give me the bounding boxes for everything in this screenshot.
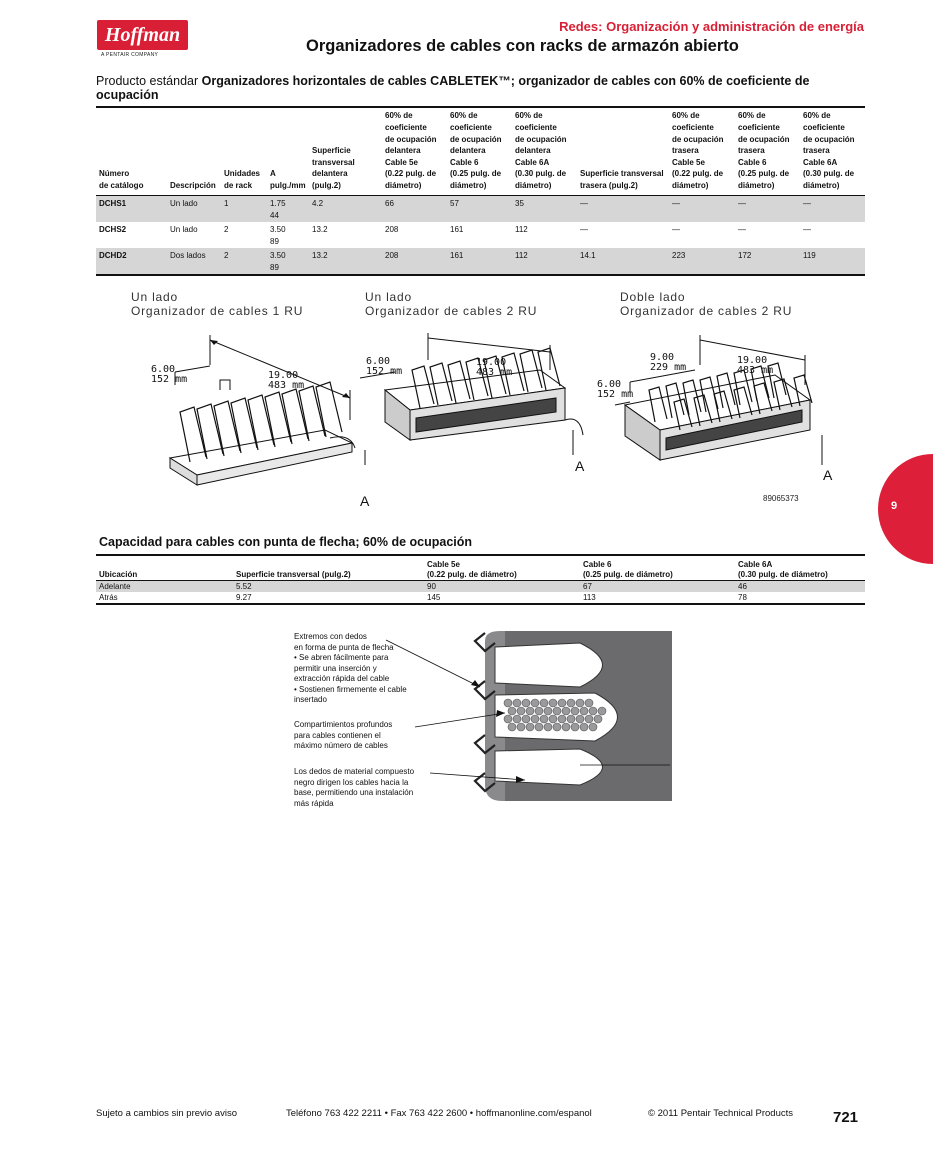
text-line: 60% de xyxy=(738,111,766,121)
rear-area-cell: — xyxy=(580,224,588,234)
capacity-table xyxy=(96,554,865,605)
text-line: coeficiente xyxy=(738,122,780,132)
text-line: (0.30 pulg. de diámetro) xyxy=(738,569,828,579)
page-number: 721 xyxy=(833,1109,859,1126)
header-description xyxy=(167,107,221,195)
diagram-3-line1: Doble lado xyxy=(620,290,686,304)
header-cable-5e xyxy=(424,555,580,580)
front-5e-cell: 66 xyxy=(382,195,447,222)
front-5e-cell: 208 xyxy=(385,224,399,234)
diagram-1-depth xyxy=(151,365,187,385)
text-line: (0.22 pulg. de xyxy=(672,169,724,179)
header-front-6a xyxy=(512,107,577,195)
front-6a-cell: 112 xyxy=(512,248,577,275)
header-rear-6a xyxy=(800,107,865,195)
text-line: (0.30 pulg. de xyxy=(803,169,855,179)
table-row xyxy=(96,195,865,222)
units-cell: 2 xyxy=(224,224,229,234)
header-front-5e xyxy=(382,107,447,195)
text-line: de ocupación xyxy=(450,134,502,144)
text-line: de ocupación xyxy=(672,134,724,144)
text-line: para cables contienen el xyxy=(294,730,381,740)
a-mm: 89 xyxy=(270,262,279,272)
text-line: Cable 5e xyxy=(427,559,460,569)
a-in: 3.50 xyxy=(270,250,286,260)
diagram-3-depth xyxy=(597,380,633,400)
width-mm: 483 mm xyxy=(476,367,513,378)
text-line: de catálogo xyxy=(99,180,144,190)
width-mm: 483 mm xyxy=(268,380,305,391)
header-cable-6a xyxy=(735,555,865,580)
header-location xyxy=(96,555,233,580)
catalog-cell: DCHS1 xyxy=(96,195,167,222)
text-line: Unidades xyxy=(224,169,261,179)
text-line: Cable 6 xyxy=(450,157,479,167)
text-line: (0.22 pulg. de diámetro) xyxy=(427,569,517,579)
diagram-1-width xyxy=(268,371,304,391)
front-area-cell: 4.2 xyxy=(309,195,382,222)
diagram-2-label xyxy=(365,290,537,318)
a-cell xyxy=(267,195,309,222)
text-line: Compartimientos profundos xyxy=(294,720,393,729)
text-line: más rápida xyxy=(294,798,334,808)
description-cell: Un lado xyxy=(167,195,221,222)
chapter-number: 9 xyxy=(891,500,898,512)
width-mm: 483 mm xyxy=(737,365,774,376)
header-a xyxy=(267,107,309,195)
text-line: Número xyxy=(99,169,130,179)
front-6-cell: 161 xyxy=(450,224,464,234)
rear-6a-cell: — xyxy=(800,195,865,222)
units-cell: 1 xyxy=(221,195,267,222)
depth-mm: 152 mm xyxy=(151,374,188,385)
units-cell: 2 xyxy=(221,248,267,275)
text-line: 60% de xyxy=(672,111,700,121)
front-6-cell: 57 xyxy=(447,195,512,222)
footer-contact: Teléfono 763 422 2211 • Fax 763 422 2600 • hoffmanonline.com/espanol xyxy=(286,1108,592,1119)
text-line: Superficie transversal (pulg.2) xyxy=(236,569,351,579)
diagram-2-line1: Un lado xyxy=(365,290,412,304)
footer-disclaimer: Sujeto a cambios sin previo aviso xyxy=(96,1108,237,1119)
subtitle-prefix: Producto estándar xyxy=(96,74,199,88)
text-line: Descripción xyxy=(170,180,216,190)
a-mm: 89 xyxy=(270,236,279,246)
header-catalog xyxy=(96,107,167,195)
text-line: Cable 5e xyxy=(385,157,418,167)
description-cell: Dos lados xyxy=(167,248,221,275)
diagram-1-line1: Un lado xyxy=(131,290,178,304)
text-line: delantera xyxy=(515,146,551,156)
front-area-cell: 13.2 xyxy=(309,248,382,275)
front-area-cell: 13.2 xyxy=(312,224,328,234)
text-line: máximo número de cables xyxy=(294,741,388,750)
text-line: Cable 6 xyxy=(738,157,767,167)
text-line: diámetro) xyxy=(803,180,840,190)
area-cell: 5.52 xyxy=(233,580,424,592)
width-in: 19.00 xyxy=(476,357,507,368)
location-cell: Adelante xyxy=(96,580,233,592)
header-front-area xyxy=(309,107,382,195)
cable-manager-1ru-drawing xyxy=(120,330,370,515)
text-line: de ocupación xyxy=(515,134,567,144)
text-line: A xyxy=(270,169,276,179)
text-line: coeficiente xyxy=(385,122,427,132)
footer-copyright: © 2011 Pentair Technical Products xyxy=(648,1108,794,1119)
text-line: (pulg.2) xyxy=(312,180,341,190)
text-line: Cable 6 xyxy=(583,559,612,569)
text-line: transversal xyxy=(312,157,355,167)
rear-6-cell: 172 xyxy=(735,248,800,275)
text-line: delantera xyxy=(450,146,486,156)
section-title: Redes: Organización y administración de energía xyxy=(559,19,864,34)
table-row xyxy=(96,248,865,275)
rear-area-cell: — xyxy=(577,195,669,222)
diagram-3-depth2 xyxy=(650,353,686,373)
depth-in: 6.00 xyxy=(151,364,176,375)
text-line: • Se abren fácilmente para xyxy=(294,653,389,662)
text-line: diámetro) xyxy=(385,180,422,190)
text-line: diámetro) xyxy=(450,180,487,190)
header-rear-5e xyxy=(669,107,735,195)
text-line: (0.25 pulg. de xyxy=(450,169,502,179)
text-line: de ocupación xyxy=(803,134,855,144)
text-line: Superficie xyxy=(312,146,351,156)
width-in: 19.00 xyxy=(737,355,768,366)
rear-5e-cell: — xyxy=(669,195,735,222)
diagram-3-line2: Organizador de cables 2 RU xyxy=(620,304,793,318)
rear-6-cell: — xyxy=(738,224,746,234)
header-area xyxy=(233,555,424,580)
text-line: de ocupación xyxy=(738,134,790,144)
table-row xyxy=(96,580,865,592)
depth-mm: 152 mm xyxy=(597,389,634,400)
depth-in: 6.00 xyxy=(366,356,391,367)
diagram-2-line2: Organizador de cables 2 RU xyxy=(365,304,538,318)
cable-5e-cell: 145 xyxy=(427,592,441,602)
cable-6a-cell: 78 xyxy=(738,592,747,602)
text-line: pulg./mm xyxy=(270,180,306,190)
rear-area-cell: 14.1 xyxy=(577,248,669,275)
diagram-1-line2: Organizador de cables 1 RU xyxy=(131,304,304,318)
text-line: insertado xyxy=(294,695,327,704)
diagram-2-dimension-a: A xyxy=(575,458,585,474)
diagram-3-dimension-a: A xyxy=(823,467,833,483)
diagram-1-dimension-a: A xyxy=(360,493,370,509)
header-rear-area xyxy=(577,107,669,195)
logo-subtitle: A PENTAIR COMPANY xyxy=(101,52,159,58)
a-cell xyxy=(267,248,309,275)
description-cell: Un lado xyxy=(170,224,198,234)
text-line: de ocupación xyxy=(385,134,437,144)
cable-6a-cell: 46 xyxy=(735,580,865,592)
text-line: 60% de xyxy=(803,111,831,121)
cable-6-cell: 67 xyxy=(580,580,735,592)
header-front-6 xyxy=(447,107,512,195)
diagram-2-width xyxy=(476,358,512,378)
header-rear-6 xyxy=(735,107,800,195)
cable-5e-cell: 90 xyxy=(424,580,580,592)
text-line: Cable 5e xyxy=(672,157,705,167)
front-6a-cell: 35 xyxy=(512,195,577,222)
text-line: 60% de xyxy=(515,111,543,121)
diagram-3-width xyxy=(737,356,773,376)
diagram-2-depth xyxy=(366,357,402,377)
a-cell xyxy=(267,222,309,248)
text-line: • Sostienen firmemente el cable xyxy=(294,684,407,694)
cable-6-cell: 113 xyxy=(583,592,596,602)
text-line: en forma de punta de flecha xyxy=(294,642,394,652)
a-mm: 44 xyxy=(270,210,279,220)
rear-5e-cell: 223 xyxy=(669,248,735,275)
rear-6a-cell: 119 xyxy=(800,248,865,275)
front-5e-cell: 208 xyxy=(382,248,447,275)
front-6-cell: 161 xyxy=(447,248,512,275)
product-subtitle xyxy=(96,74,856,102)
text-line: base, permitiendo una instalación xyxy=(294,788,414,797)
callout-composite-fingers xyxy=(294,767,444,809)
rear-6-cell: — xyxy=(735,195,800,222)
cable-manager-2ru-drawing xyxy=(350,330,590,490)
text-line: negro dirigen los cables hacia la xyxy=(294,777,409,787)
header-units xyxy=(221,107,267,195)
text-line: trasera xyxy=(803,146,830,156)
text-line: delantera xyxy=(312,169,348,179)
text-line: Cable 6A xyxy=(515,157,550,167)
text-line: 60% de xyxy=(385,111,413,121)
text-line: Extremos con dedos xyxy=(294,632,367,641)
subtitle-bold: Organizadores horizontales de cables CABLETEK™; organizador de cables con 60% de coeficiente de ocupación xyxy=(96,74,810,102)
depth2-mm: 229 mm xyxy=(650,362,687,373)
hoffman-logo: Hoffman xyxy=(97,20,188,50)
text-line: coeficiente xyxy=(803,122,845,132)
text-line: permitir una inserción y xyxy=(294,663,377,673)
text-line: coeficiente xyxy=(450,122,492,132)
text-line: trasera (pulg.2) xyxy=(580,180,638,190)
front-6a-cell: 112 xyxy=(515,224,528,234)
text-line: diámetro) xyxy=(515,180,552,190)
a-in: 3.50 xyxy=(270,224,286,234)
callout-arrow-fingers xyxy=(294,632,444,706)
text-line: Los dedos de material compuesto xyxy=(294,767,415,776)
text-line: Ubicación xyxy=(99,569,138,579)
text-line: (0.22 pulg. de xyxy=(385,169,437,179)
width-in: 19.00 xyxy=(268,370,299,381)
text-line: coeficiente xyxy=(515,122,557,132)
table-row xyxy=(96,592,865,604)
catalog-cell: DCHS2 xyxy=(99,224,127,234)
text-line: diámetro) xyxy=(738,180,775,190)
chapter-tab xyxy=(878,454,933,564)
text-line: de rack xyxy=(224,180,253,190)
text-line: (0.25 pulg. de xyxy=(738,169,790,179)
text-line: extracción rápida del cable xyxy=(294,674,390,683)
cable-manager-double-2ru-drawing xyxy=(600,330,840,500)
text-line: Superficie transversal xyxy=(580,169,664,179)
text-line: Cable 6A xyxy=(803,157,838,167)
text-line: delantera xyxy=(385,146,421,156)
diagram-3-label xyxy=(620,290,792,318)
diagram-1-label xyxy=(131,290,303,318)
text-line: trasera xyxy=(738,146,765,156)
a-in: 1.75 xyxy=(270,198,286,208)
text-line: (0.30 pulg. de xyxy=(515,169,567,179)
text-line: diámetro) xyxy=(672,180,709,190)
text-line: (0.25 pulg. de diámetro) xyxy=(583,569,673,579)
depth2-in: 9.00 xyxy=(650,352,675,363)
text-line: 60% de xyxy=(450,111,478,121)
depth-in: 6.00 xyxy=(597,379,622,390)
depth-mm: 152 mm xyxy=(366,366,403,377)
rear-5e-cell: — xyxy=(672,224,680,234)
text-line: trasera xyxy=(672,146,699,156)
header-cable-6 xyxy=(580,555,735,580)
page-title: Organizadores de cables con racks de armazón abierto xyxy=(306,37,739,55)
text-line: coeficiente xyxy=(672,122,714,132)
table-row xyxy=(96,222,865,248)
callout-deep-compartments xyxy=(294,720,444,752)
capacity-title: Capacidad para cables con punta de flecha; 60% de ocupación xyxy=(99,535,473,549)
catalog-cell: DCHD2 xyxy=(96,248,167,275)
area-cell: 9.27 xyxy=(236,592,252,602)
location-cell: Atrás xyxy=(99,592,118,602)
rear-6a-cell: — xyxy=(803,224,811,234)
figure-code: 89065373 xyxy=(763,494,799,503)
text-line: Cable 6A xyxy=(738,559,773,569)
product-table xyxy=(96,106,865,276)
